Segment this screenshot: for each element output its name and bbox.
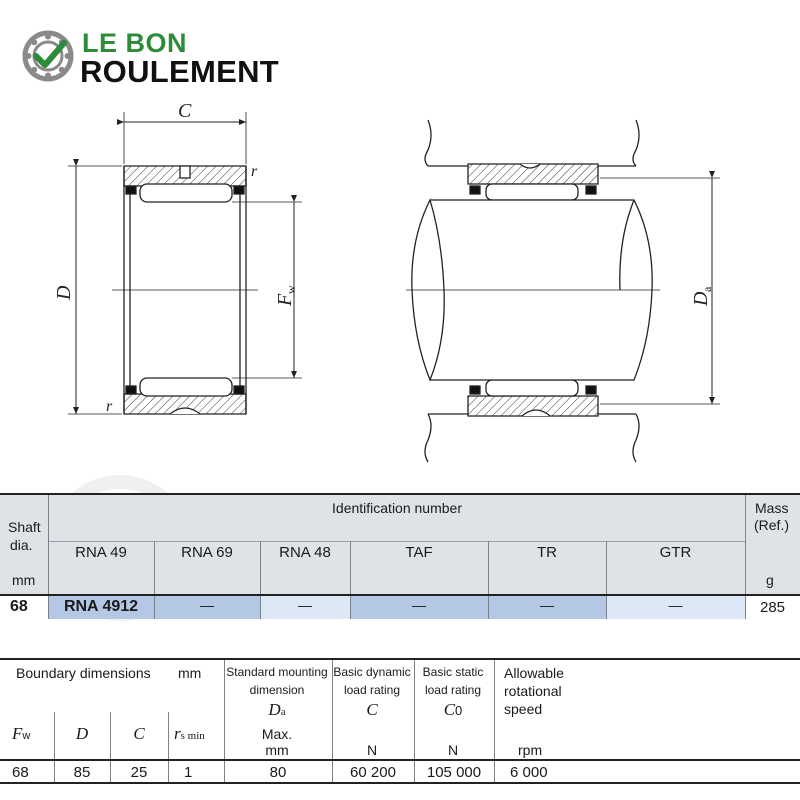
row-gtr: —: [668, 597, 683, 613]
col-taf: TAF: [405, 544, 433, 561]
speed-title-1: Allowable: [504, 665, 564, 681]
row-r: 1: [184, 764, 193, 781]
mounting-title-2: dimension: [249, 683, 305, 697]
mounting-max: Max.: [261, 726, 293, 742]
label-c: C: [178, 100, 192, 122]
col-tr: TR: [537, 544, 557, 561]
mounting-title-1: Standard mounting: [226, 665, 328, 679]
sym-fw: F: [12, 724, 23, 743]
dyn-title-1: Basic dynamic: [333, 665, 411, 679]
brand-logo: [22, 26, 302, 89]
mounting-da-sub: a: [280, 706, 286, 718]
boundary-unit: mm: [178, 665, 202, 681]
stat-unit: N: [447, 742, 459, 758]
stat-title-1: Basic static: [422, 665, 484, 679]
dyn-symbol: C: [366, 700, 378, 719]
label-d: D: [53, 285, 75, 300]
dyn-unit: N: [366, 742, 378, 758]
col-gtr: GTR: [659, 544, 692, 561]
row-da: 80: [269, 764, 287, 781]
bearing-technical-drawing: [0, 90, 800, 490]
bearing-cross-section: [68, 112, 302, 414]
mass-ref-label: (Ref.): [754, 517, 789, 533]
stat-symbol: C: [443, 700, 456, 719]
label-r-top: r: [251, 163, 258, 180]
stat-symbol-sub: 0: [455, 703, 463, 718]
row-taf: —: [412, 597, 426, 613]
col-rna69: RNA 69: [181, 544, 233, 561]
shaft-unit: mm: [12, 572, 36, 588]
row-speed: 6 000: [510, 764, 548, 781]
sym-fw-sub: w: [22, 730, 31, 742]
mounted-bearing-view: [406, 120, 720, 462]
dia-label: dia.: [10, 537, 33, 553]
col-rna49: RNA 49: [75, 544, 127, 561]
mounting-mm: mm: [265, 742, 289, 758]
dyn-title-2: load rating: [343, 683, 401, 697]
label-r-bottom: r: [106, 398, 113, 415]
identification-title: Identification number: [332, 500, 462, 516]
row-rna69: —: [200, 597, 214, 613]
mounting-da-symbol: D: [268, 700, 281, 719]
mass-label: Mass: [755, 500, 789, 516]
sym-r: r: [174, 724, 181, 743]
mass-unit: g: [766, 572, 774, 588]
label-da-sub: a: [700, 286, 714, 292]
row-cr: 60 200: [350, 764, 396, 781]
label-da: D: [690, 291, 712, 306]
row-mass: 285: [760, 599, 786, 616]
logo-text-top: LE BON: [82, 28, 188, 58]
sym-d: D: [75, 724, 89, 743]
speed-title-2: rotational: [504, 683, 562, 699]
col-rna48: RNA 48: [279, 544, 331, 561]
row-d: 85: [73, 764, 91, 781]
stat-title-2: load rating: [424, 683, 482, 697]
row-c: 25: [130, 764, 148, 781]
row-c0r: 105 000: [426, 764, 482, 781]
speed-unit: rpm: [518, 742, 543, 758]
row-shaft: 68: [10, 598, 28, 615]
logo-text-bottom: ROULEMENT: [80, 54, 280, 89]
label-fw-sub: w: [284, 285, 298, 294]
speed-title-3: speed: [504, 701, 543, 717]
row-tr: —: [540, 597, 554, 613]
row-rna49: RNA 4912: [63, 598, 139, 615]
boundary-title: Boundary dimensions: [16, 665, 151, 681]
bearing-check-icon: [22, 30, 74, 82]
sym-r-sub: s min: [180, 730, 205, 742]
shaft-label: Shaft: [8, 519, 41, 535]
row-fw: 68: [12, 764, 29, 781]
row-rna48: —: [298, 597, 312, 613]
sym-c: C: [133, 724, 145, 743]
label-fw: F: [274, 293, 296, 306]
